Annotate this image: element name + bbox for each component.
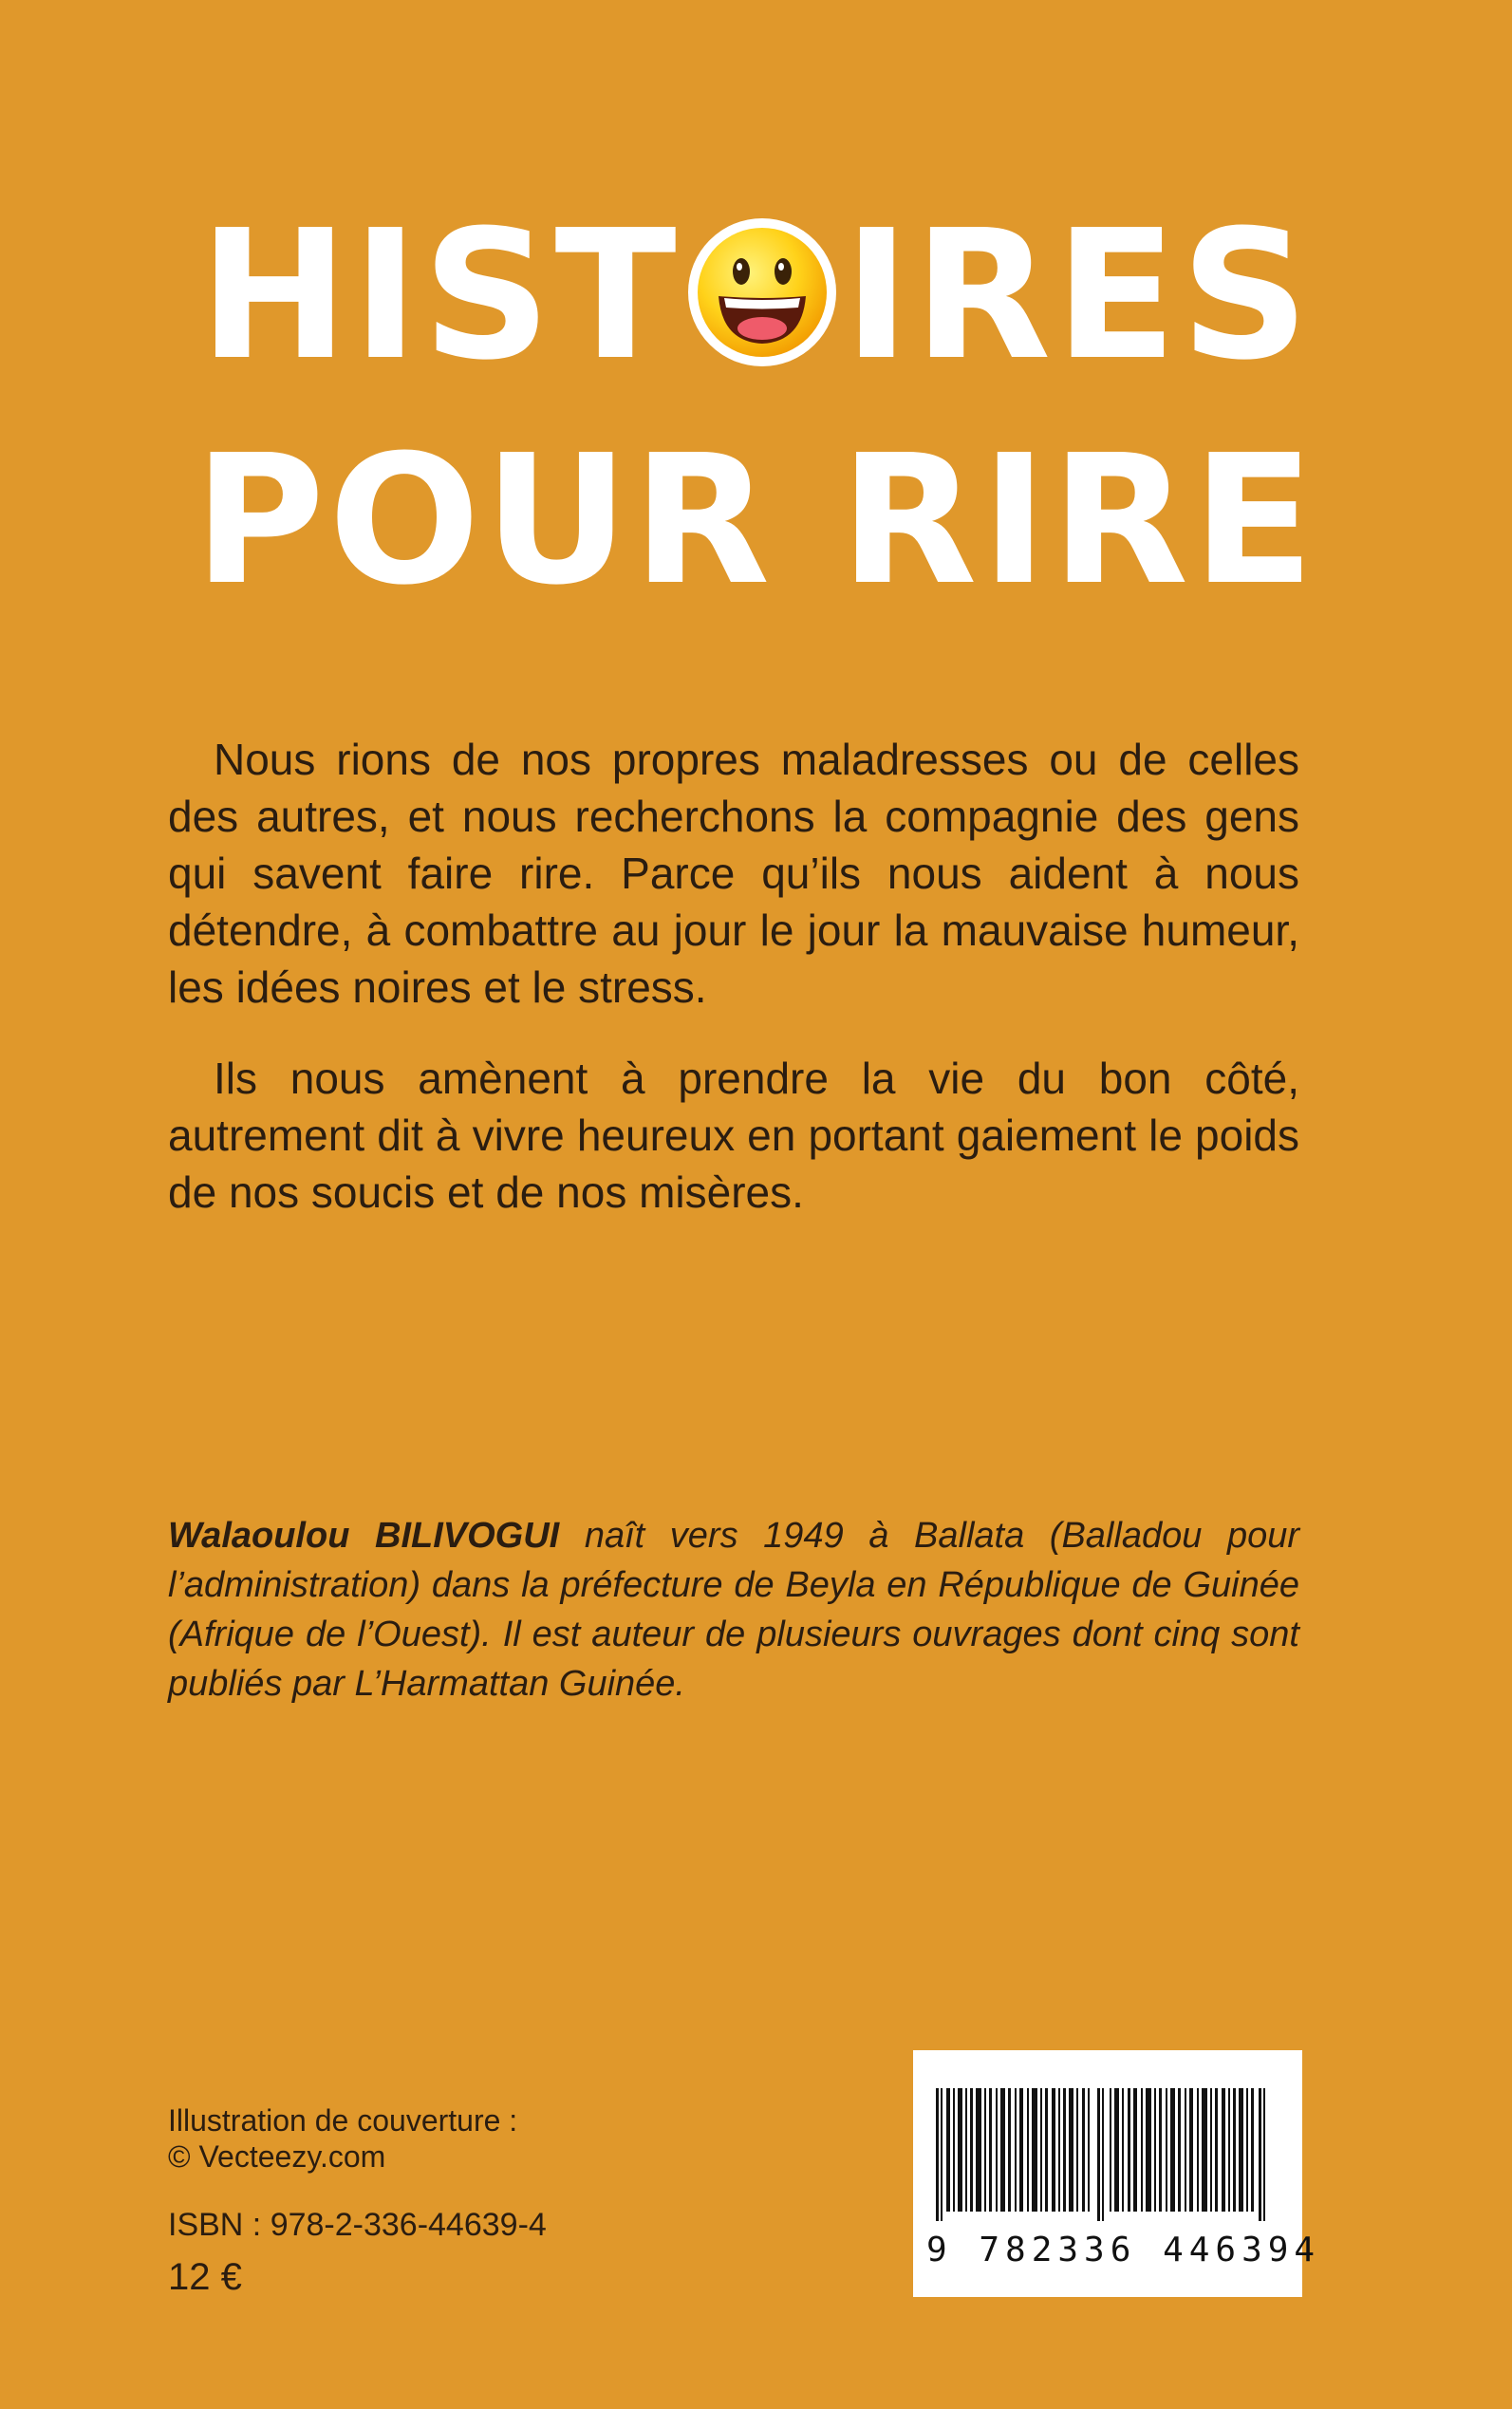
title-line-1 xyxy=(0,192,1512,400)
isbn: ISBN : 978-2-336-44639-4 xyxy=(168,2207,547,2243)
illustration-source: © Vecteezy.com xyxy=(168,2139,386,2174)
author-bio xyxy=(168,1511,1299,1709)
author-name: Walaoulou BILIVOGUI xyxy=(168,1516,560,1556)
laughing-smiley-icon xyxy=(686,216,838,368)
illustration-credits xyxy=(168,2102,517,2175)
title-part-ires: IRES xyxy=(843,192,1314,400)
blurb-paragraph-2: Ils nous amènent à prendre la vie du bon côté, autrement dit à vivre heureux en portant gaiement le poids de nos soucis et de nos misères. xyxy=(168,1054,1299,1217)
barcode-digits: 9 782336 446394 xyxy=(926,2231,1321,2269)
blurb-paragraph-1: Nous rions de nos propres maladresses ou de celles des autres, et nous recherchons la compagnie des gens qui savent faire rire. Parce qu’ils nous aident à nous détendre, à combattre au jour le jour la mauvaise humeur, les idées noires et le stress. xyxy=(168,735,1299,1012)
author-bio-text: naît vers 1949 à Ballata (Balladou pour l’administration) dans la préfecture de Beyla en République de Guinée (Afrique de l’Ouest). Il est auteur de plusieurs ouvrages dont cinq sont publiés par L’Harmattan Guinée. xyxy=(168,1516,1299,1704)
illustration-label: Illustration de couverture : xyxy=(168,2103,518,2138)
title-part-hist: HIST xyxy=(198,192,681,400)
barcode xyxy=(913,2050,1321,2297)
blurb xyxy=(168,731,1299,1221)
price: 12 € xyxy=(168,2256,242,2298)
title-line-2: POUR RIRE xyxy=(194,417,1318,625)
